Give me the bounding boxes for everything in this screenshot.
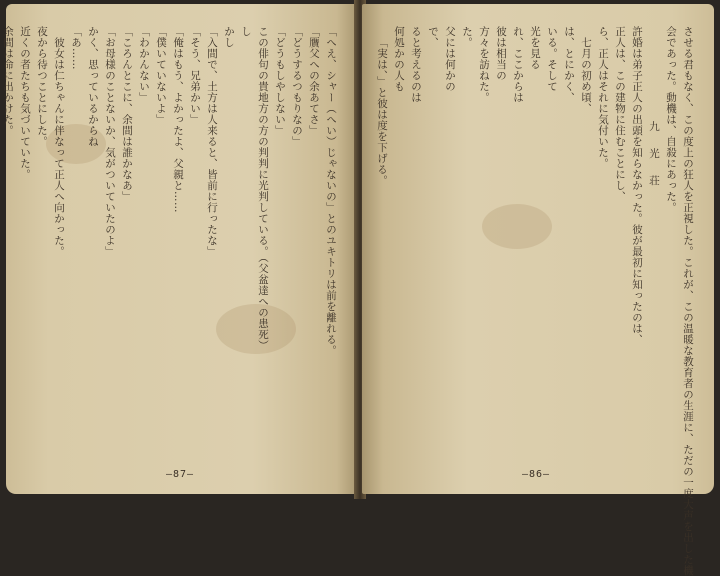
text-line: させる君もなく、この度上の狂人を正視した。これが、この温暖な教育者の生涯に、ただの一度大声を出した機: [682, 26, 694, 576]
text-line: 「入間で、土方は人来ると、皆前に行ったな」: [206, 26, 218, 257]
text-line: 会であった。動機は、自殺にあった。: [665, 26, 677, 213]
text-line: し: [240, 26, 252, 37]
chapter-heading: 九 光 荘: [648, 120, 660, 188]
text-line: ら、正人はそれに気付いた。: [597, 26, 609, 169]
text-line: かし: [223, 26, 235, 48]
text-line: ると考えるのは: [410, 26, 422, 103]
text-line: 許婚は弟子正人の出頭を知らなかった。彼が最初に知ったのは、: [631, 26, 643, 345]
text-line: 「ころんとこに、余間は誰かなあ」: [121, 26, 133, 202]
text-line: た。: [461, 26, 473, 48]
text-line: は、とにかく、: [563, 26, 575, 103]
text-line: 方々を訪ねた。: [478, 26, 490, 103]
text-line: 七月の初め頃、: [580, 36, 592, 114]
text-line: 彼は相当の: [495, 26, 507, 81]
text-line: 近くの者たちも気づいていた。: [19, 26, 31, 180]
text-line: 「贋父への余あてさ」: [308, 26, 320, 136]
text-line: 「どうするつもりなの」: [291, 26, 303, 147]
page-number: —87—: [166, 469, 195, 480]
text-line: 「へえ、シャー（へい）じゃないの」とのユキトリは前を離れる。: [325, 26, 337, 356]
text-line: れ、ここからは: [512, 26, 524, 103]
text-line: 「どうもしやしない」: [274, 26, 286, 136]
text-line: 余間は命に出かけた。: [2, 26, 14, 136]
text-line: 「俺はもう、よかったよ、父親と……: [172, 26, 184, 213]
text-line: 「実は、」と彼は度を下げる。: [376, 36, 388, 186]
text-line: 彼女は仁ちゃんに伴なって正人へ向かった。: [53, 36, 65, 257]
text-line: 「お母様のことないか、気がついていたのよ」: [104, 26, 116, 257]
page-number: —86—: [522, 469, 551, 480]
right-page: [362, 4, 714, 576]
left-page-text: [2, 26, 339, 456]
text-line: 正人は、この建物に住むことにし、: [614, 26, 626, 202]
text-line: 「そう、兄弟かい」: [189, 26, 201, 125]
text-line: かく、思っているからね: [87, 26, 99, 147]
text-line: で、: [427, 26, 439, 48]
text-line: この俳句の貴地方の方の判判に光判している。（父盆達への患死）: [257, 26, 269, 351]
text-line: 「わかんない」: [138, 26, 150, 103]
text-line: いる。そして: [546, 26, 558, 92]
text-line: 「僕いていないよ」: [155, 26, 167, 125]
text-line: 光を見る: [529, 26, 541, 70]
text-line: 父には何かの: [444, 26, 456, 92]
text-line: 「あ……: [70, 26, 82, 70]
text-line: 夜から待つことにした。: [36, 26, 48, 147]
left-page: [2, 4, 358, 494]
text-line: 何処かの人も: [393, 26, 405, 92]
